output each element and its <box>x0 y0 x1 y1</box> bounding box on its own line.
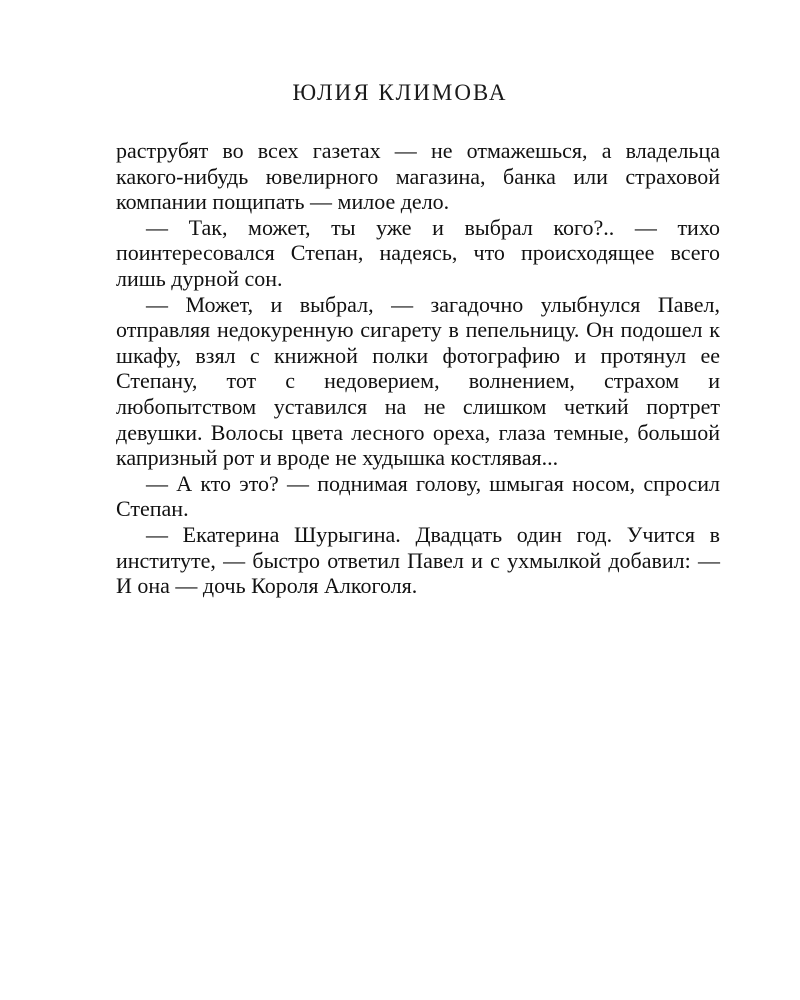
body-text <box>116 138 720 599</box>
paragraph-4: — А кто это? — поднимая голову, шмыгая носом, спросил Степан. <box>116 470 720 522</box>
paragraph-2: — Так, может, ты уже и выбрал кого?.. — тихо поинтересовался Степан, надеясь, что происходящее всего лишь дурной сон. <box>116 214 720 291</box>
running-head-author: ЮЛИЯ КЛИМОВА <box>292 80 508 105</box>
paragraph-3: — Может, и выбрал, — загадочно улыбнулся Павел, отправляя недокуренную сигарету в пепельницу. Он подошел к шкафу, взял с книжной полки фотографию и протянул ее Степану, тот с недоверием, волнением, страхом и любопытством уставился на не слишком четкий портрет девушки. Волосы цвета лесного ореха, глаза темные, большой капризный рот и вроде не худышка костлявая... <box>116 291 720 471</box>
paragraph-5: — Екатерина Шурыгина. Двадцать один год. Учится в институте, — быстро ответил Павел и с ухмылкой добавил: — И она — дочь Короля Алкоголя. <box>116 521 720 599</box>
paragraph-1: раструбят во всех газетах — не отмажешься, а владельца какого-нибудь ювелирного магазина, банка или страховой компании пощипать — милое дело. <box>116 138 720 215</box>
